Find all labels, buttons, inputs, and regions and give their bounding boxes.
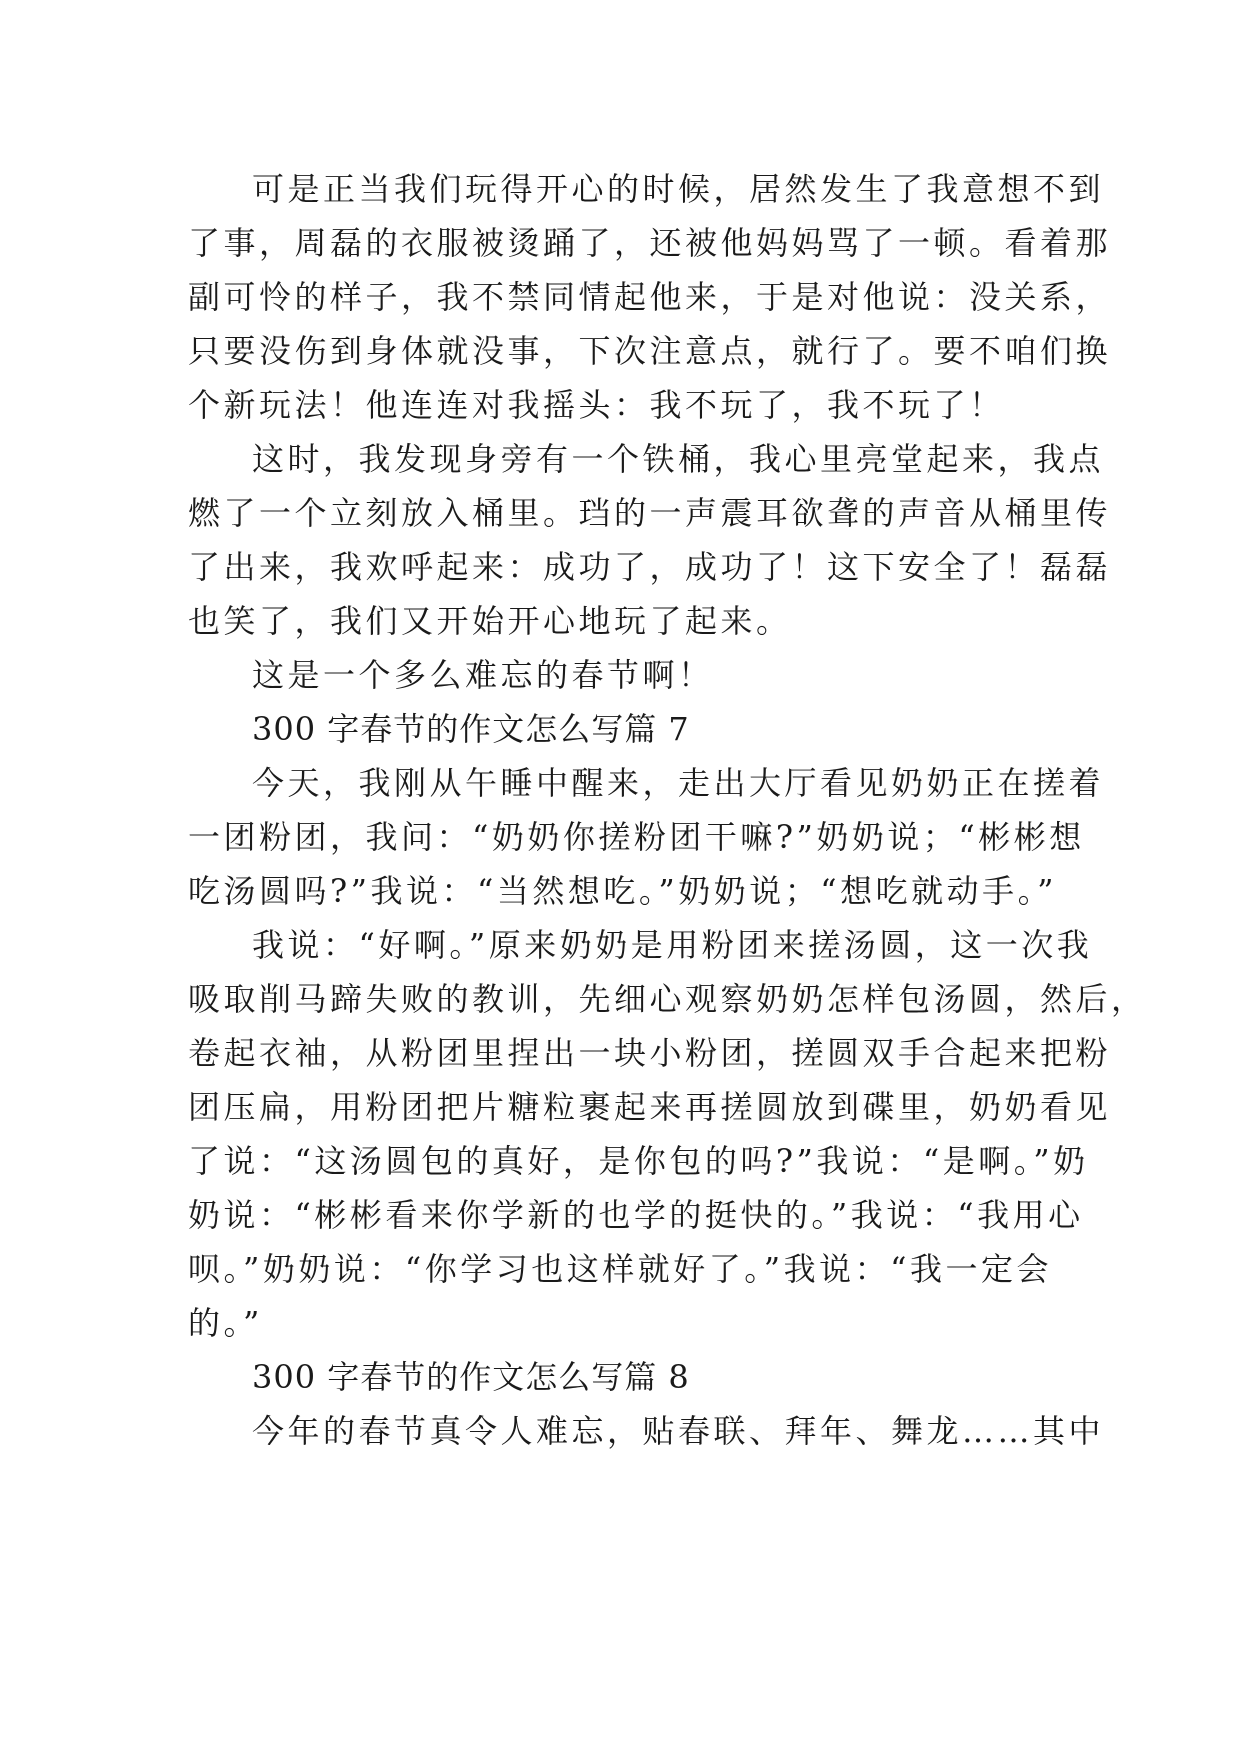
paragraph-line: 了说：“这汤圆包的真好，是你包的吗?”我说：“是啊。”奶 bbox=[188, 1142, 1089, 1180]
paragraph-line: 呗。”奶奶说：“你学习也这样就好了。”我说：“我一定会 bbox=[188, 1250, 1052, 1288]
paragraph-line: 只要没伤到身体就没事，下次注意点，就行了。要不咱们换 bbox=[188, 332, 1112, 370]
paragraph-line: 可是正当我们玩得开心的时候，居然发生了我意想不到 bbox=[252, 170, 1105, 208]
paragraph-line: 吃汤圆吗?”我说：“当然想吃。”奶奶说；“想吃就动手。” bbox=[188, 872, 1057, 910]
paragraph-line: 团压扁，用粉团把片糖粒裹起来再搓圆放到碟里，奶奶看见 bbox=[188, 1088, 1112, 1126]
paragraph-line: 这是一个多么难忘的春节啊！ bbox=[252, 656, 714, 694]
paragraph-line: 一团粉团，我问：“奶奶你搓粉团干嘛?”奶奶说；“彬彬想 bbox=[188, 818, 1085, 856]
paragraph-line: 我说：“好啊。”原来奶奶是用粉团来搓汤圆，这一次我 bbox=[252, 926, 1093, 964]
paragraph-line: 个新玩法！他连连对我摇头：我不玩了，我不玩了！ bbox=[188, 386, 1005, 424]
paragraph-line: 了出来，我欢呼起来：成功了，成功了！这下安全了！磊磊 bbox=[188, 548, 1112, 586]
paragraph-line: 的。” bbox=[188, 1304, 263, 1342]
section-heading: 300 字春节的作文怎么写篇 8 bbox=[252, 1358, 690, 1396]
paragraph-line: 燃了一个立刻放入桶里。珰的一声震耳欲聋的声音从桶里传 bbox=[188, 494, 1112, 532]
section-heading: 300 字春节的作文怎么写篇 7 bbox=[252, 710, 690, 748]
paragraph-line: 也笑了，我们又开始开心地玩了起来。 bbox=[188, 602, 792, 640]
paragraph-line: 这时，我发现身旁有一个铁桶，我心里亮堂起来，我点 bbox=[252, 440, 1105, 478]
paragraph-line: 了事，周磊的衣服被烫踊了，还被他妈妈骂了一顿。看着那 bbox=[188, 224, 1112, 262]
paragraph-line: 今年的春节真令人难忘，贴春联、拜年、舞龙……其中 bbox=[252, 1412, 1105, 1450]
paragraph-line: 奶说：“彬彬看来你学新的也学的挺快的。”我说：“我用心 bbox=[188, 1196, 1084, 1234]
paragraph-line: 今天，我刚从午睡中醒来，走出大厅看见奶奶正在搓着 bbox=[252, 764, 1105, 802]
document-body bbox=[188, 162, 1147, 1458]
paragraph-line: 副可怜的样子，我不禁同情起他来，于是对他说：没关系， bbox=[188, 278, 1112, 316]
paragraph-line: 卷起衣袖，从粉团里捏出一块小粉团，搓圆双手合起来把粉 bbox=[188, 1034, 1112, 1072]
paragraph-line: 吸取削马蹄失败的教训，先细心观察奶奶怎样包汤圆，然后， bbox=[188, 980, 1147, 1018]
